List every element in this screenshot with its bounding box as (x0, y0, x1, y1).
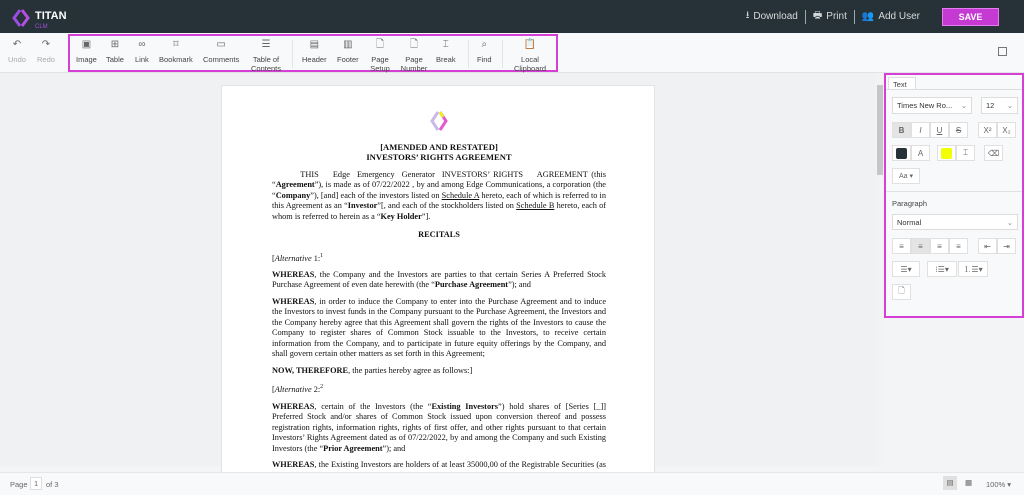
link-icon: ∞ (138, 39, 146, 50)
redo-label: Redo (37, 55, 55, 64)
text-run: ”]. (421, 211, 431, 221)
text-run: Prior Agreement (323, 443, 383, 453)
break-icon: ⌶ (442, 39, 449, 50)
text-run: Schedule A (441, 190, 480, 200)
numbered-list-button[interactable]: ⒈☰▾ (958, 261, 988, 277)
find-button[interactable] (477, 40, 492, 64)
text-format-panel (884, 73, 1024, 318)
image-icon: ▣ (81, 39, 92, 50)
text-run: Alternative (274, 385, 312, 395)
text-run: 1 (320, 252, 324, 259)
document-area (0, 73, 884, 470)
text-run: Agreement (275, 180, 315, 189)
bold-button[interactable]: B (892, 122, 911, 138)
download-icon: ⭳ (745, 10, 750, 21)
paragraph-style-value: Normal (897, 217, 922, 227)
header-button[interactable] (302, 40, 327, 64)
print-layout-icon[interactable]: ▤ (943, 476, 957, 490)
text-run: Schedule B (516, 201, 555, 210)
break-button[interactable] (436, 40, 456, 64)
toggle-panel-icon[interactable] (998, 47, 1007, 56)
add-user-icon: 👥 (861, 11, 875, 22)
document-paragraph (272, 169, 609, 223)
document-title-line-2: INVESTORS’ RIGHTS AGREEMENT (366, 151, 512, 162)
divider (886, 191, 1022, 192)
divider (292, 40, 293, 68)
text-run: [ (272, 385, 275, 395)
add-user-button[interactable] (855, 11, 927, 22)
font-color-button[interactable] (892, 145, 911, 161)
footer-button[interactable] (337, 40, 359, 64)
text-run: ”) hold shares of [Series [_]] Preferred Stock and/or shares of Common Stock issued upon conversion thereof and possess registration rights, information rights, rights of first offer, and other rights pursuant to that certain Investors’ Rights Agreement dated as of 07/22/2022, by and among the Company and such Existing Investors (the “ (272, 401, 609, 453)
highlight-icon[interactable]: ⌶ (956, 145, 975, 161)
text-run: WHEREAS (272, 269, 315, 279)
strikethrough-button[interactable]: S (949, 122, 968, 138)
text-run: THIS Edge Emergency Generator INVESTORS’ RIGHTS AGREEMENT (this “ (272, 169, 609, 189)
divider (468, 40, 469, 68)
save-button[interactable]: SAVE (942, 8, 999, 26)
link-button[interactable] (135, 40, 149, 64)
break-label: Break (436, 55, 456, 64)
paragraph-style-select[interactable] (892, 214, 1018, 230)
superscript-button[interactable]: X² (978, 122, 997, 138)
text-run: hereto, each of which is referred to in this Agreement as an “ (272, 190, 609, 210)
download-label: Download (753, 11, 798, 22)
clipboard-label: Local Clipboard (513, 55, 547, 73)
header-label: Header (302, 55, 327, 64)
page-break-icon[interactable]: 🗋 (892, 284, 911, 300)
page-number-button[interactable] (400, 40, 428, 73)
font-color-icon[interactable]: A (911, 145, 930, 161)
chevron-down-icon: ⌄ (1006, 217, 1013, 227)
chevron-down-icon: ⌄ (1006, 101, 1013, 110)
increase-indent-button[interactable]: ⇥ (997, 238, 1016, 254)
highlight-color-button[interactable] (937, 145, 956, 161)
download-button[interactable] (739, 8, 805, 25)
text-run: NOW, THEREFORE (272, 365, 349, 375)
document-title-line-1: [AMENDED AND RESTATED] (380, 141, 498, 152)
change-case-button[interactable]: Aa ▾ (892, 168, 920, 184)
document-paragraph (272, 296, 609, 360)
font-family-select[interactable] (892, 97, 972, 114)
chevron-down-icon: ⌄ (960, 101, 967, 110)
image-label: Image (76, 55, 97, 64)
logo (12, 6, 67, 30)
page-number-icon: 🗋 (409, 39, 419, 50)
zoom-select[interactable]: 100% ▾ (986, 480, 1012, 489)
document-paragraph (272, 251, 606, 264)
text-run: WHEREAS (272, 296, 315, 306)
text-run: , the Company and the Investors are parties to that certain Series A Preferred Stock Purchase Agreement of even date herewith (the “ (272, 269, 609, 290)
text-run: 2: (311, 385, 321, 395)
bookmark-button[interactable] (159, 40, 193, 64)
logo-text: TITAN (35, 10, 67, 22)
document-paragraph (272, 401, 609, 455)
footer-label: Footer (337, 55, 359, 64)
text-run: Key Holder (380, 211, 422, 221)
image-button[interactable] (76, 40, 97, 64)
text-run: , in order to induce the Company to enter into the Purchase Agreement and to induce the Investors to invest funds in the Company pursuant to the Purchase Agreement, the Investors and the Company hereby agree that this Agreement shall govern the rights of the Investors to cause the Company to register shares of Common Stock issuable to the Investors, to receive certain information from the Company, and to participate in future equity offerings by the Company, and shall govern certain other matters as set forth in this Agreement; (272, 296, 609, 359)
page-number-input[interactable]: 1 (30, 477, 42, 490)
justify-button[interactable]: ≡ (949, 238, 968, 254)
subscript-button[interactable]: X₂ (997, 122, 1016, 138)
top-bar (0, 0, 1024, 33)
add-user-label: Add User (878, 11, 920, 22)
tab-text[interactable]: Text (888, 77, 916, 90)
printer-icon: 🖶 (812, 10, 823, 21)
align-right-button[interactable]: ≡ (930, 238, 949, 254)
comments-button[interactable] (203, 40, 239, 64)
highlight-swatch (941, 148, 952, 159)
divider (502, 40, 503, 68)
align-left-button[interactable]: ≡ (892, 238, 911, 254)
table-label: Table (106, 55, 124, 64)
web-layout-icon[interactable]: ▦ (965, 478, 973, 487)
text-run: ”[, and each of the stockholders listed on (377, 201, 517, 210)
font-family-value: Times New Ro... (897, 101, 953, 110)
text-run: ”), is made as of 07/22/2022 , by and among Edge Communications, a corporation (the “ (272, 180, 609, 200)
document-paragraph (272, 269, 609, 291)
text-run: WHEREAS (272, 401, 315, 411)
clipboard-icon: 📋 (523, 39, 537, 50)
find-label: Find (477, 55, 492, 64)
decrease-indent-button[interactable]: ⇤ (978, 238, 997, 254)
recitals-heading: RECITALS (418, 230, 460, 239)
comments-label: Comments (203, 55, 240, 64)
document-paragraph (272, 382, 606, 395)
page-number-label: Page Number (400, 55, 428, 73)
redo-button[interactable] (37, 40, 55, 64)
toc-label: Table of Contents (250, 55, 282, 73)
undo-label: Undo (8, 55, 26, 64)
bookmark-label: Bookmark (159, 55, 193, 64)
clear-format-eraser-icon[interactable]: ⌫ (984, 145, 1003, 161)
bookmark-icon: ⌑ (173, 39, 179, 50)
logo-icon (12, 8, 30, 28)
text-run: , the parties hereby agree as follows:] (348, 365, 473, 375)
page-setup-label: Page Setup (370, 55, 390, 73)
text-run: ”); and (508, 280, 531, 290)
status-bar (0, 472, 1024, 495)
font-size-value: 12 (986, 101, 995, 110)
paragraph-heading: Paragraph (892, 199, 928, 208)
text-run: Existing Investors (431, 401, 499, 411)
text-run: Company (275, 190, 311, 200)
document-paragraph (272, 366, 606, 377)
text-run: , certain of the Investors (the “ (314, 401, 432, 411)
page-count: of 3 (46, 480, 59, 489)
text-run: Purchase Agreement (434, 280, 509, 290)
font-color-swatch (896, 148, 907, 159)
underline-button[interactable]: U (930, 122, 949, 138)
comment-icon: ▭ (216, 39, 226, 50)
undo-icon: ↶ (12, 39, 22, 50)
text-run: Investor (347, 201, 378, 210)
header-icon: ▤ (309, 39, 320, 50)
print-button[interactable] (806, 8, 854, 25)
text-run: WHEREAS (272, 460, 315, 470)
document-page[interactable] (221, 85, 655, 485)
text-run: ”); and (382, 443, 406, 453)
local-clipboard-button[interactable] (512, 40, 548, 73)
page-setup-button[interactable] (369, 40, 391, 73)
footer-icon: ▥ (343, 39, 353, 50)
text-run: [ (272, 253, 275, 263)
page-label: Page (10, 480, 28, 489)
toc-icon: ☰ (261, 39, 271, 50)
text-run: Alternative (274, 253, 312, 263)
redo-icon: ↷ (41, 39, 51, 50)
link-label: Link (135, 55, 149, 64)
align-center-button[interactable]: ≡ (911, 238, 930, 254)
text-run: , the Existing Investors are holders of at least 35000,00 of the Registrable Securities (as (314, 460, 606, 470)
text-run: 2 (320, 384, 324, 391)
logo-subtext: CLM (35, 24, 48, 30)
table-button[interactable] (106, 40, 124, 64)
print-label: Print (826, 11, 847, 22)
page-setup-icon: 🗋 (375, 39, 385, 50)
line-spacing-button[interactable]: ☰▾ (892, 261, 920, 277)
font-size-select[interactable] (981, 97, 1018, 114)
divider (886, 89, 1022, 90)
table-icon: ⊞ (110, 39, 120, 50)
italic-button[interactable]: I (911, 122, 930, 138)
bullet-list-button[interactable]: ⁝☰▾ (927, 261, 957, 277)
text-run: hereto, each of whom is referred to herein as a “ (272, 201, 609, 221)
company-logo (272, 110, 606, 136)
toc-button[interactable] (248, 40, 284, 73)
undo-button[interactable] (8, 40, 26, 64)
search-icon: ⌕ (481, 39, 488, 50)
scrollbar-thumb[interactable] (877, 85, 883, 175)
text-run: 1: (311, 253, 321, 263)
text-run: ”), [and] each of the investors listed on (310, 190, 442, 200)
